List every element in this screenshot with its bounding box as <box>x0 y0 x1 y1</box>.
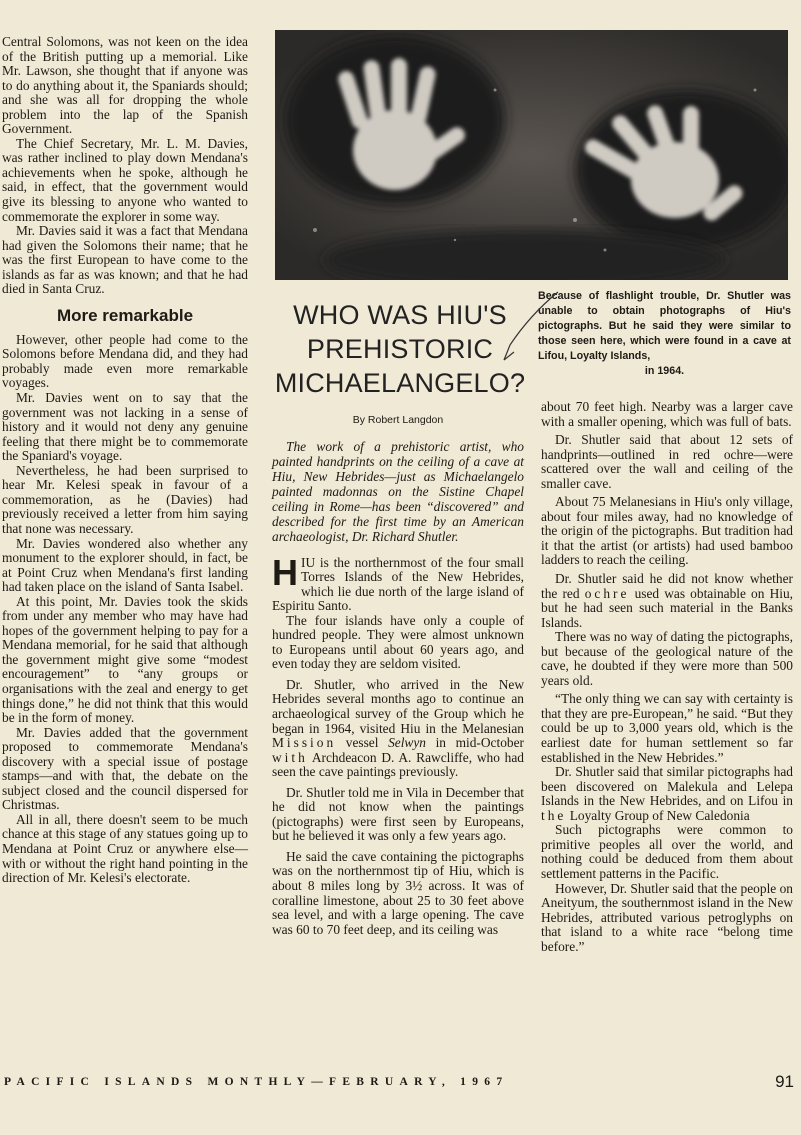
paragraph: However, Dr. Shutler said that the people on Aneityum, the southernmost island in the New Hebrides, attributed various petroglyphs on that island to a white race “belong time before.” <box>541 880 793 954</box>
spaced-word: ochre <box>584 585 630 601</box>
paragraph: Dr. Shutler told me in Vila in December that he did not know when the paintings (pictographs) were first seen by Europeans, but he believed it was only a few years ago. <box>272 784 524 844</box>
spaced-word: Mission <box>272 735 337 751</box>
footer-publication: PACIFIC ISLANDS MONTHLY—FEBRUARY, 1967 <box>4 1076 509 1088</box>
paragraph-text: used was obtainable on Hiu, but he had seen such material in the Banks Islands. <box>541 585 793 630</box>
caption-text: Because of flashlight trouble, Dr. Shutler was unable to obtain photographs of Hiu's pictographs. But he said they were similar to those seen here, which were found in a cave at Lifou, Loyalty Islands, <box>538 290 791 362</box>
paragraph <box>272 678 524 780</box>
paragraph: Dr. Shutler said that about 12 sets of handprints—outlined in red ochre—were scattered over the wall and ceiling of the smaller cave. <box>541 432 793 491</box>
headline-line-1: WHO WAS HIU'S <box>293 300 507 330</box>
paragraph-text: Dr. Shutler said that similar pictographs had been discovered on Malekula and Lelepa Islands in the New Hebrides, and on Lifou in <box>541 764 793 809</box>
paragraph-text: Archdeacon D. A. Rawcliffe, who had seen the cave paintings previously. <box>272 749 525 780</box>
paragraph <box>541 765 793 823</box>
cave-handprints-photo <box>275 30 788 280</box>
left-column <box>2 35 248 886</box>
paragraph: Central Solomons, was not keen on the idea of the British putting up a memorial. Like Mr. Lawson, she thought that if anyone was to do anything about it, the Spaniards should; and she was all for dropping the whole problem into the lap of the Spanish Government. <box>2 34 248 137</box>
paragraph: The Chief Secretary, Mr. L. M. Davies, was rather inclined to play down Mendana's achievements when he spoke, although he said, in effect, that the government would give its blessing to anyone who wanted to commemorate the explorer in some way. <box>2 135 248 224</box>
paragraph-text: Loyalty Group of New Caledonia <box>569 807 750 823</box>
right-column <box>541 400 793 954</box>
paragraph-text: IU is the northernmost of the four small Torres Islands of the New Hebrides, which lie due north of the large island of Espiritu Santo. <box>272 554 524 614</box>
paragraph: About 75 Melanesians in Hiu's only village, about four miles away, had no knowledge of the origin of the pictographs. But tradition had it that the artist (or artists) had used bamboo ladders to reach the ceiling. <box>541 494 793 568</box>
paragraph: He said the cave containing the pictographs was on the northernmost tip of Hiu, which is about 8 miles long by 3½ across. It was of coralline limestone, about 25 to 30 feet above sea level, and with a large opening. The cave was 60 to 70 feet deep, and its ceiling was <box>272 848 524 937</box>
paragraph-text: in mid-October <box>435 735 524 751</box>
middle-column <box>272 413 524 937</box>
page-footer <box>4 1073 794 1095</box>
spaced-word: the <box>541 807 567 823</box>
intro-paragraph: The work of a prehistoric artist, who painted handprints on the ceiling of a cave at Hiu, New Hebrides—just as Michaelangelo painted madonnas on the Sistine Chapel ceiling in Rome—has been “discovered” and described for the first time by an American archaeologist, Dr. Richard Shutler. <box>272 438 524 544</box>
section-subhead: More remarkable <box>56 305 194 325</box>
paragraph-text: Dr. Shutler said he did not know whether the red <box>541 571 793 601</box>
paragraph-text: vessel <box>345 735 379 751</box>
caption-last-line: in 1964. <box>644 365 685 377</box>
paragraph: Mr. Davies wondered also whether any monument to the explorer should, in fact, be at Point Cruz when Mendana's first landing had taken place on the island of Santa Isabel. <box>2 535 248 595</box>
paragraph: However, other people had come to the Solomons before Mendana did, and they had probably made even more remarkable voyages. <box>2 331 248 391</box>
paragraph: At this point, Mr. Davies took the skids from under any member who may have had hopes of the government helping to pay for a Mendana memorial, for he said that although the government might give some “modest encouragement” to “any groups or organisations with the zeal and energy to get things done,” he did not think that this would be in the form of money. <box>2 593 248 726</box>
drop-cap: H <box>272 551 298 593</box>
paragraph <box>272 551 524 614</box>
paragraph: The four islands have only a couple of hundred people. They were almost unknown to Europeans until about 60 years ago, and even today they are seldom visited. <box>272 612 524 672</box>
vessel-name: Selwyn <box>388 735 426 751</box>
paragraph: about 70 feet high. Nearby was a larger cave with a smaller opening, which was full of bats. <box>541 399 793 429</box>
paragraph: There was no way of dating the pictographs, but because of the geological nature of the cave, he doubted if they were more than 500 years old. <box>541 629 793 688</box>
page-number: 91 <box>775 1072 794 1091</box>
paragraph: Nevertheless, he had been surprised to hear Mr. Kelesi speak in favour of a commemoration, as he (Davies) had previously received a letter from him saying that none was necessary. <box>2 462 248 536</box>
byline: By Robert Langdon <box>352 414 444 426</box>
spaced-word: with <box>272 749 308 765</box>
paragraph: Such pictographs were common to primitive peoples all over the world, and nothing could be deduced from them about settlement patterns in the Pacific. <box>541 822 793 881</box>
paragraph: Mr. Davies went on to say that the government was not lacking in a sense of history and it would not deny any genuine feeling that there might be to commemorate the Spaniard's voyage. <box>2 390 248 464</box>
paragraph <box>541 572 793 630</box>
paragraph: Mr. Davies said it was a fact that Mendana had given the Solomons their name; that he was the first European to have come to the islands as far as was known; and that he had died in Santa Cruz. <box>2 223 248 297</box>
article-headline <box>274 298 526 400</box>
headline-line-3: MICHAELANGELO? <box>274 368 526 398</box>
photo-caption <box>538 289 791 379</box>
paragraph: “The only thing we can say with certainty is that they are pre-European,” he said. “But they could be up to 3,000 years old, which is the earliest date for human settlement so far established in the New Hebrides.” <box>541 691 793 765</box>
paragraph: Mr. Davies added that the government proposed to commemorate Mendana's discovery with a special issue of postage stamps—and with that, the debate on the subject closed and the council dispersed for Christmas. <box>2 724 248 813</box>
paragraph: All in all, there doesn't seem to be much chance at this stage of any statues going up to Mendana at Point Cruz or anywhere else—with or without the right hand pointing in the direction of Mr. Kelesi's electorate. <box>2 811 248 886</box>
headline-line-2: PREHISTORIC <box>306 334 494 364</box>
handprints-photo-image <box>275 30 788 280</box>
paragraph-text: Dr. Shutler, who arrived in the New Hebrides several months ago to continue an archaeological survey of the Group which he began in 1964, visited Hiu in the Melanesian <box>272 676 524 736</box>
